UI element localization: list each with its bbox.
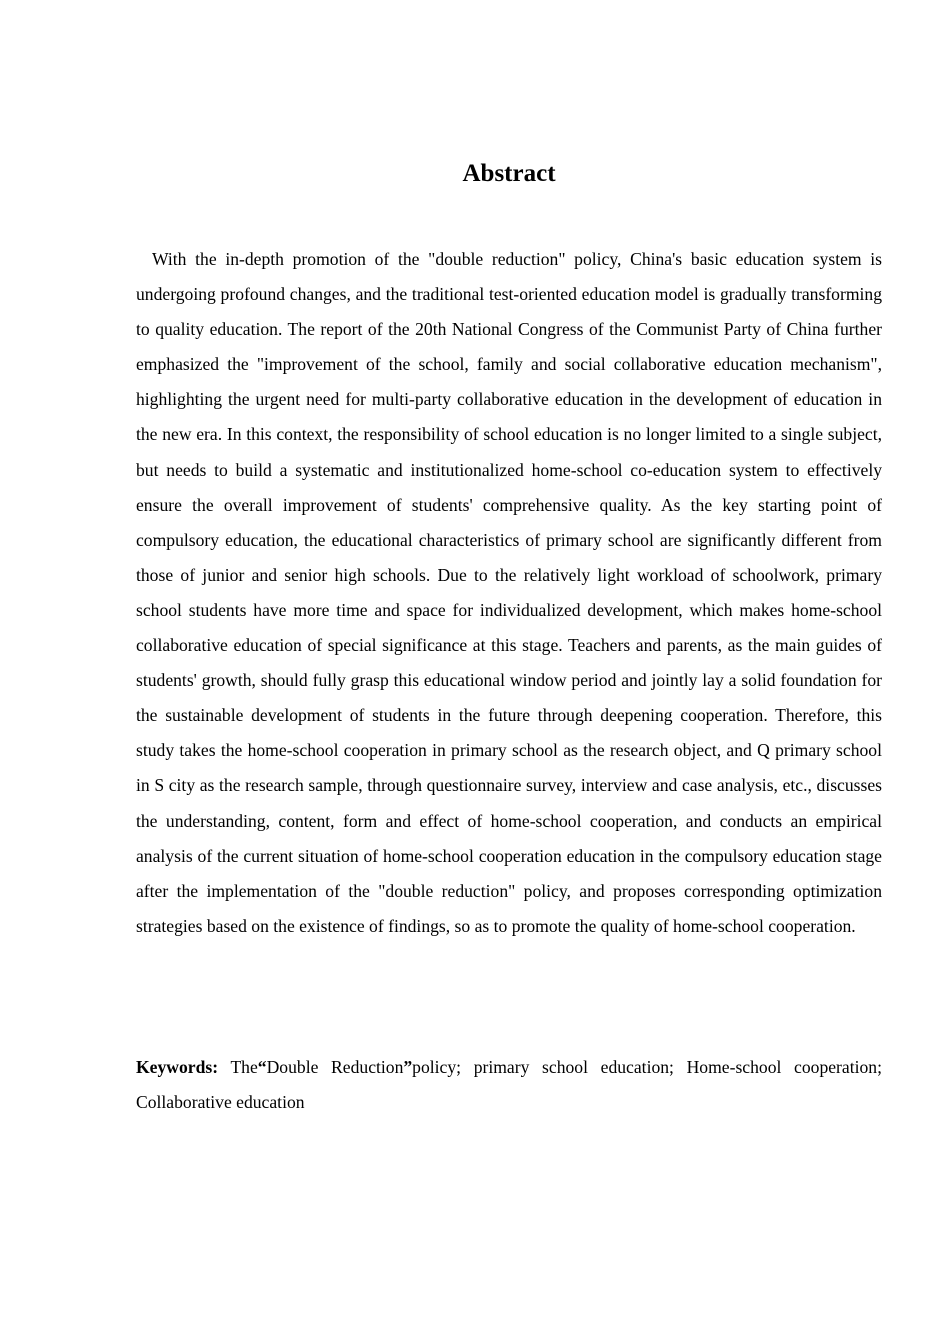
- keywords-prefix: The: [218, 1057, 258, 1077]
- keywords-list: policy; primary school education; Home-school cooperation; Collaborative education: [136, 1057, 882, 1113]
- keywords-term: Double Reduction: [266, 1057, 404, 1077]
- keywords-label: Keywords:: [136, 1057, 219, 1077]
- keywords-paragraph: [136, 1050, 882, 1120]
- abstract-body: With the in-depth promotion of the "double reduction" policy, China's basic education system is undergoing profound changes, and the traditional test-oriented education model is gradually transforming to quality education. The report of the 20th National Congress of the Communist Party of China further emphasized the "improvement of the school, family and social collaborative education mechanism", highlighting the urgent need for multi-party collaborative education in the development of education in the new era. In this context, the responsibility of school education is no longer limited to a single subject, but needs to build a systematic and institutionalized home-school co-education system to effectively ensure the overall improvement of students' comprehensive quality. As the key starting point of compulsory education, the educational characteristics of primary school are significantly different from those of junior and senior high schools. Due to the relatively light workload of schoolwork, primary school students have more time and space for individualized development, which makes home-school collaborative education of special significance at this stage. Teachers and parents, as the main guides of students' growth, should fully grasp this educational window period and jointly lay a solid foundation for the sustainable development of students in the future through deepening cooperation. Therefore, this study takes the home-school cooperation in primary school as the research object, and Q primary school in S city as the research sample, through questionnaire survey, interview and case analysis, etc., discusses the understanding, content, form and effect of home-school cooperation, and conducts an empirical analysis of the current situation of home-school cooperation education in the compulsory education stage after the implementation of the "double reduction" policy, and proposes corresponding optimization strategies based on the existence of findings, so as to promote the quality of home-school cooperation.: [136, 249, 882, 936]
- abstract-title: Abstract: [462, 160, 556, 187]
- keywords-open-quote: “: [257, 1057, 267, 1077]
- keywords-close-quote: ”: [403, 1057, 413, 1077]
